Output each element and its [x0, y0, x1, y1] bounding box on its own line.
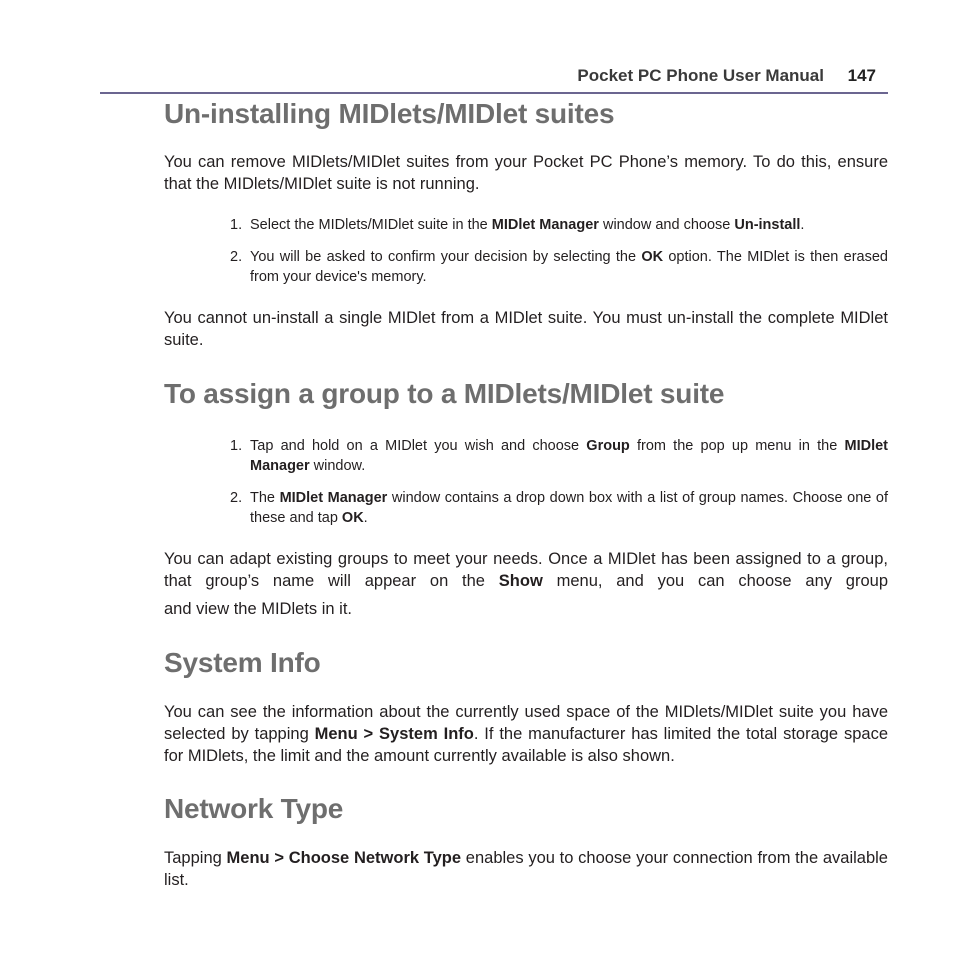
heading-uninstalling: Un-installing MIDlets/MIDlet suites	[164, 98, 615, 129]
uninstall-step-2: 2. You will be asked to confirm your decision by selecting the OK option. The MIDlet is then erased from your device's memory.	[230, 249, 888, 285]
uninstall-note: You cannot un-install a single MIDlet from a MIDlet suite. You must un-install the complete MIDlet suite.	[164, 309, 888, 349]
heading-assign-group: To assign a group to a MIDlets/MIDlet suite	[164, 378, 725, 409]
assign-step-2: 2. The MIDlet Manager window contains a drop down box with a list of group names. Choose one of these and tap OK.	[230, 490, 889, 526]
network-type-text: Tapping Menu > Choose Network Type enables you to choose your connection from the available list.	[164, 849, 888, 889]
manual-title: Pocket PC Phone User Manual	[577, 66, 824, 85]
uninstall-intro: You can remove MIDlets/MIDlet suites from your Pocket PC Phone’s memory. To do this, ensure that the MIDlets/MIDlet suite is not running.	[164, 153, 888, 193]
assign-step-1: 1. Tap and hold on a MIDlet you wish and choose Group from the pop up menu in the MIDlet Manager window.	[230, 438, 888, 474]
page-header	[100, 64, 888, 94]
page-number: 147	[847, 66, 876, 85]
assign-note-end: and view the MIDlets in it.	[164, 600, 352, 618]
system-info-text: You can see the information about the currently used space of the MIDlets/MIDlet suite you have selected by tapping Menu > System Info. If the manufacturer has limited the total storage space for MIDlets, the limit and the amount currently available is also shown.	[164, 703, 888, 765]
uninstall-step-1: 1. Select the MIDlets/MIDlet suite in the MIDlet Manager window and choose Un-install.	[230, 217, 805, 233]
assign-note: You can adapt existing groups to meet your needs. Once a MIDlet has been assigned to a group, that group’s name will appear on the Show menu, and you can choose any group	[164, 550, 888, 590]
heading-system-info: System Info	[164, 647, 321, 678]
heading-network-type: Network Type	[164, 793, 344, 824]
